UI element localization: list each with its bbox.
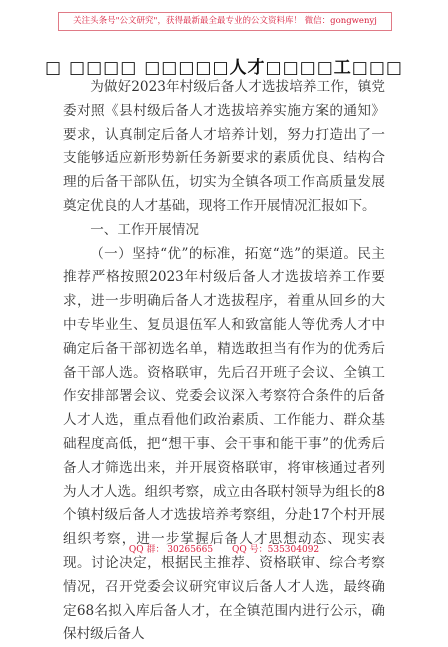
footer-qq-number: QQ 号：535304092 bbox=[232, 545, 320, 555]
footer-qq-group: QQ 群： 30265665 bbox=[128, 545, 214, 555]
page-footer bbox=[0, 542, 448, 555]
section-heading: 一、工作开展情况 bbox=[90, 221, 199, 238]
document-body bbox=[63, 76, 385, 647]
section-paragraph: （一）坚持“优”的标准，拓宽“选”的渠道。民主推荐严格按照2023年村级后备人才选拔培养工作要求，进一步明确后备人才选拔程序，着重从回乡的大中专毕业生、复员退伍军人和致富能人等优秀人才中确定后备干部初选名单，精选敢担当有作为的优秀后备干部人选。资格联审，先后召开班子会议、全镇工作安排部署会议、党委会议深入考察符合条件的后备人才人选，重点看他们政治素质、工作能力、群众基础程度高低，把“想干事、会干事和能干事”的优秀后备人才筛选出来，并开展资格联审，将审核通过者列为人才人选。组织考察，成立由各联村领导为组长的8个镇村级后备人才选拔培养考察组，分赴17个村开展组织考察，进一步掌握后备人才思想动态、现实表现。讨论决定，根据民主推荐、资格联审、综合考察情况，召开党委会议研究审议后备人才人选，最终确定68名拟入库后备人才，在全镇范围内进行公示，确保村级后备人 bbox=[63, 245, 385, 643]
intro-paragraph: 为做好2023年村级后备人才选拔培养工作，镇党委对照《县村级后备人才选拔培养实施方案的通知》要求，认真制定后备人才培养计划，努力打造出了一支能够适应新形势新任务新要求的素质优良、结构合理的后备干部队伍，切实为全镇各项工作高质量发展奠定优良的人才基础，现将工作开展情况汇报如下。 bbox=[63, 79, 385, 214]
promo-banner: 关注头条号"公文研究"，获得最新最全最专业的公文资料库！ 微信：gongwenyj bbox=[58, 12, 392, 31]
document-title: □ □□□□ □□□□□人才□□□□工□□□ bbox=[45, 58, 403, 78]
